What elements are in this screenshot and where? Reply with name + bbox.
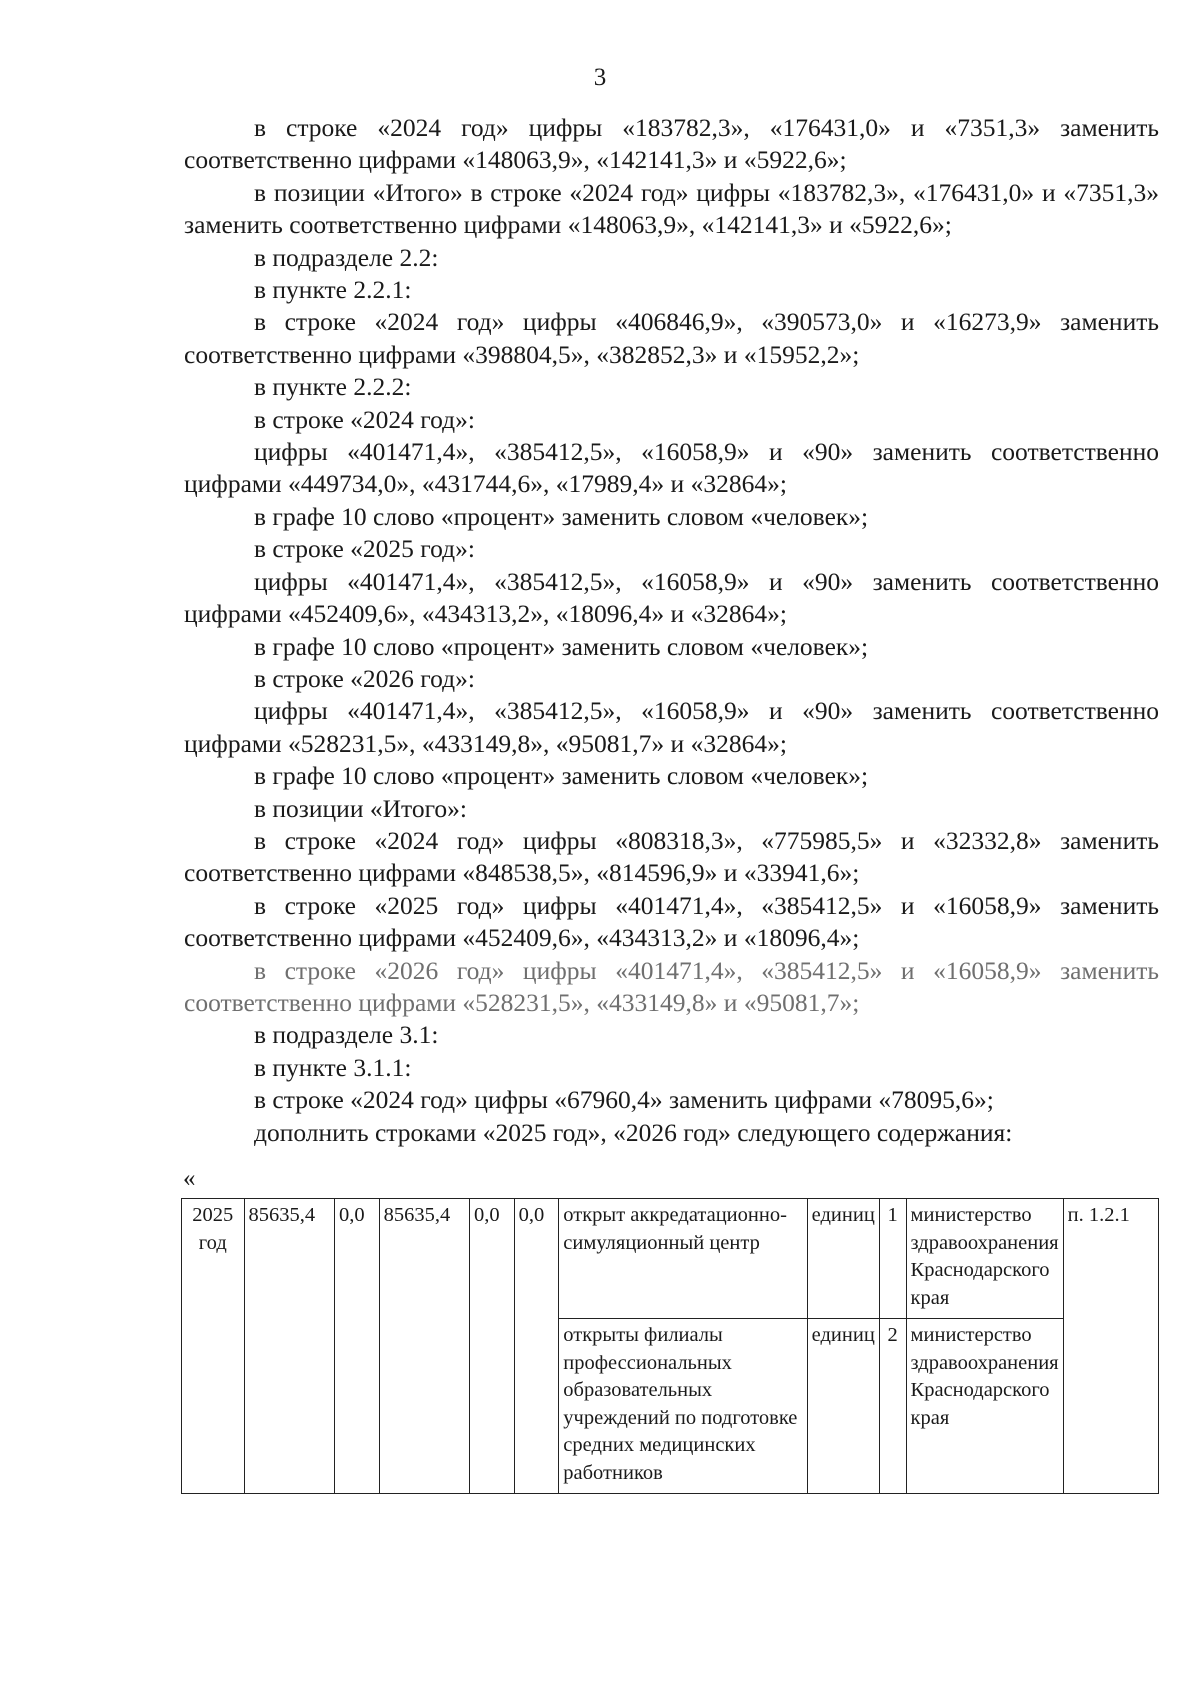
paragraph: цифры «401471,4», «385412,5», «16058,9» и «90» заменить соответственно цифрами «528231,5», «433149,8», «95081,7» и «32864»; [184,696,1159,758]
unit-cell: единиц [807,1319,879,1494]
paragraph: цифры «401471,4», «385412,5», «16058,9» и «90» заменить соответственно цифрами «449734,0», «431744,6», «17989,4» и «32864»; [184,437,1159,499]
paragraph: в строке «2024 год» цифры «67960,4» заменить цифрами «78095,6»; [254,1085,994,1115]
year-cell: 2025 год [182,1199,245,1494]
unit-cell: единиц [807,1199,879,1319]
paragraph: в строке «2025 год»: [254,534,475,564]
reference-cell: п. 1.2.1 [1063,1199,1158,1494]
paragraph: в пункте 2.2.2: [254,372,412,402]
organization-cell: министерство здравоохранения Краснодарского края [906,1199,1063,1319]
count-cell: 1 [879,1199,906,1319]
paragraph: в строке «2026 год»: [254,663,475,693]
total-amount-cell: 85635,4 [244,1199,334,1494]
amount-cell: 0,0 [514,1199,559,1494]
paragraph: в позиции «Итого» в строке «2024 год» цифры «183782,3», «176431,0» и «7351,3» заменить соответственно цифрами «148063,9», «142141,3» и «5922,6»; [184,177,1159,240]
amount-cell: 0,0 [334,1199,379,1494]
paragraph: в строке «2024 год» цифры «406846,9», «390573,0» и «16273,9» заменить соответственно цифрами «398804,5», «382852,3» и «15952,2»; [184,307,1159,369]
paragraph: в подразделе 3.1: [254,1020,439,1050]
paragraph: в строке «2024 год» цифры «183782,3», «176431,0» и «7351,3» заменить соответственно цифрами «148063,9», «142141,3» и «5922,6»; [184,113,1159,175]
paragraph: в строке «2026 год» цифры «401471,4», «385412,5» и «16058,9» заменить соответственно цифрами «528231,5», «433149,8» и «95081,7»; [184,955,1159,1017]
amount-cell: 85635,4 [379,1199,469,1494]
paragraph: в графе 10 слово «процент» заменить словом «человек»; [254,631,869,661]
paragraph: в строке «2024 год» цифры «808318,3», «775985,5» и «32332,8» заменить соответственно цифрами «848538,5», «814596,9» и «33941,6»; [184,825,1159,888]
document-body [184,112,1159,1149]
table-row [182,1199,1159,1319]
count-cell: 2 [879,1319,906,1494]
paragraph: в строке «2025 год» цифры «401471,4», «385412,5» и «16058,9» заменить соответственно цифрами «452409,6», «434313,2» и «18096,4»; [184,890,1159,953]
paragraph: в позиции «Итого»: [254,793,467,823]
paragraph: цифры «401471,4», «385412,5», «16058,9» и «90» заменить соответственно цифрами «452409,6», «434313,2», «18096,4» и «32864»; [184,566,1159,629]
paragraph: в пункте 3.1.1: [254,1052,412,1082]
page-number: 3 [593,64,607,91]
amount-cell: 0,0 [470,1199,515,1494]
paragraph: дополнить строками «2025 год», «2026 год» следующего содержания: [254,1117,1013,1147]
paragraph: в подразделе 2.2: [254,242,439,272]
result-description-cell: открыты филиалы профессиональных образовательных учреждений по подготовке средних медицинских работников [559,1319,807,1494]
paragraph: в графе 10 слово «процент» заменить словом «человек»; [254,761,869,791]
inserted-rows-table [181,1198,1159,1494]
paragraph: в графе 10 слово «процент» заменить словом «человек»; [254,501,869,531]
paragraph: в строке «2024 год»: [254,404,475,434]
paragraph: в пункте 2.2.1: [254,275,412,305]
opening-quote-mark: « [183,1165,196,1192]
result-description-cell: открыт аккредатационно-симуляционный центр [559,1199,807,1319]
organization-cell: министерство здравоохранения Краснодарского края [906,1319,1063,1494]
